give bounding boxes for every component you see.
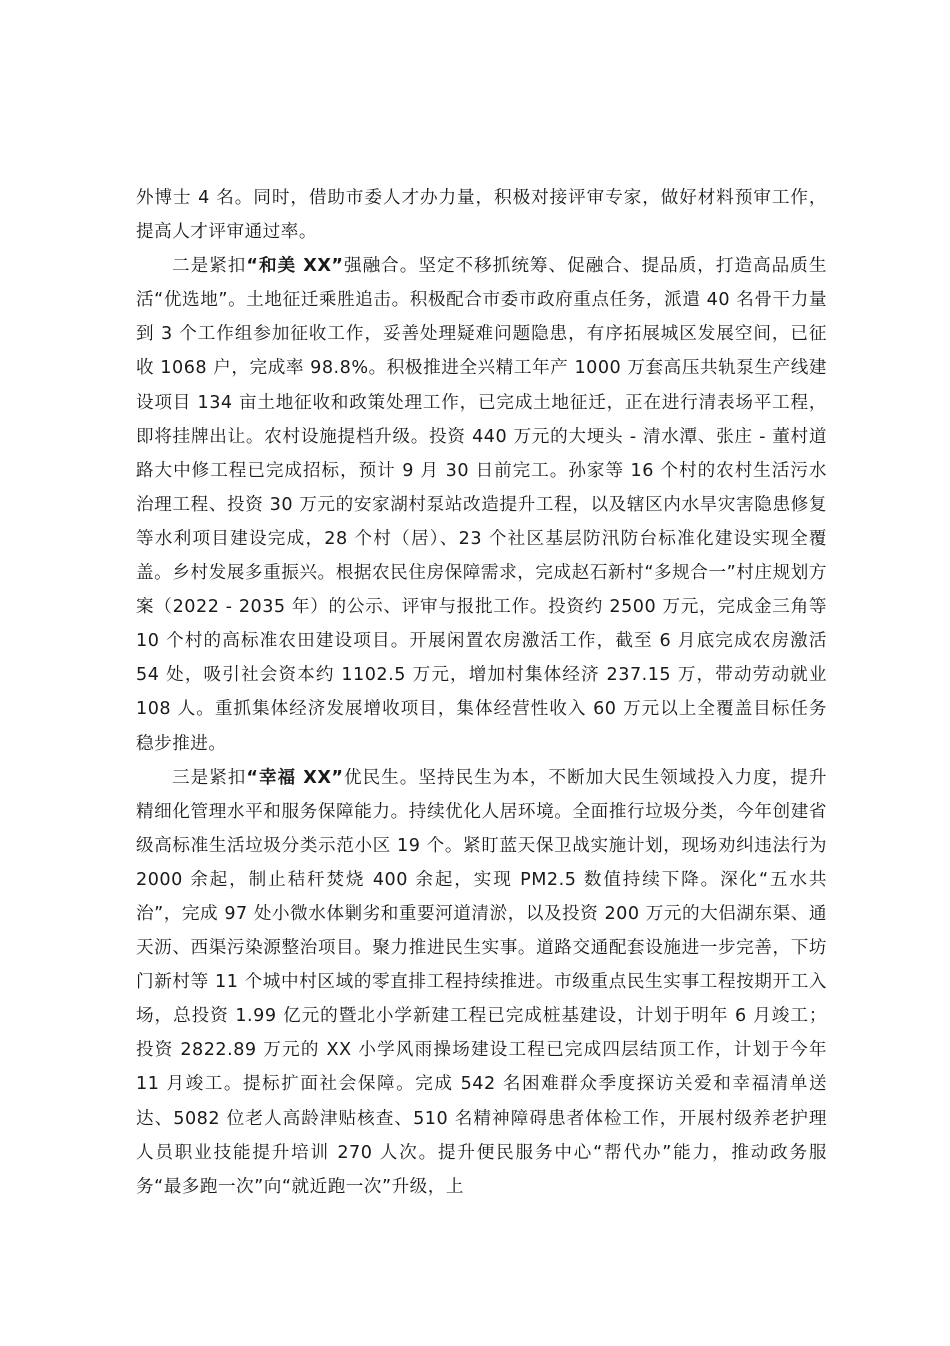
document-body [136,181,827,1204]
paragraph-2-lead: 二是紧扣 [172,256,247,277]
paragraph-2 [136,249,827,760]
paragraph-3-lead: 三是紧扣 [172,767,247,788]
paragraph-3-body: 优民生。坚持民生为本，不断加大民生领域投入力度，提升精细化管理水平和服务保障能力。持续优化人居环境。全面推行垃圾分类，今年创建省级高标准生活垃圾分类示范小区 19 个。紧盯蓝天保卫战实施计划，现场劝纠违法行为 2000 余起，制止秸秆焚烧 400 余起，实现 PM2.5 数值持续下降。深化“五水共治”，完成 97 处小微水体剿劣和重要河道清淤，以及投资 200 万元的大侣湖东渠、通天沥、西渠污染源整治项目。聚力推进民生实事。道路交通配套设施进一步完善，下坊门新村等 11 个城中村区域的零直排工程持续推进。市级重点民生实事工程按期开工入场，总投资 1.99 亿元的暨北小学新建工程已完成桩基建设，计划于明年 6 月竣工；投资 2822.89 万元的 XX 小学风雨操场建设工程已完成四层结顶工作，计划于今年 11 月竣工。提标扩面社会保障。完成 542 名困难群众季度探访关爱和幸福清单送达、5082 位老人高龄津贴核查、510 名精神障碍患者体检工作，开展村级养老护理人员职业技能提升培训 270 人次。提升便民服务中心“帮代办”能力，推动政务服务“最多跑一次”向“就近跑一次”升级，上 [136,767,827,1197]
paragraph-3 [136,761,827,1204]
paragraph-3-emphasis: “幸福 XX” [246,767,344,788]
paragraph-2-body: 强融合。坚定不移抓统筹、促融合、提品质，打造高品质生活“优选地”。土地征迁乘胜追击。积极配合市委市政府重点任务，派遣 40 名骨干力量到 3 个工作组参加征收工作，妥善处理疑难问题隐患，有序拓展城区发展空间，已征收 1068 户，完成率 98.8%。积极推进全兴精工年产 1000 万套高压共轨泵生产线建设项目 134 亩土地征收和政策处理工作，已完成土地征迁，正在进行清表场平工程，即将挂牌出让。农村设施提档升级。投资 440 万元的大埂头 - 清水潭、张庄 - 董村道路大中修工程已完成招标，预计 9 月 30 日前完工。孙家等 16 个村的农村生活污水治理工程、投资 30 万元的安家湖村泵站改造提升工程，以及辖区内水旱灾害隐患修复等水利项目建设完成，28 个村（居）、23 个社区基层防汛防台标准化建设实现全覆盖。乡村发展多重振兴。根据农民住房保障需求，完成赵石新村“多规合一”村庄规划方案（2022 - 2035 年）的公示、评审与报批工作。投资约 2500 万元，完成金三角等 10 个村的高标准农田建设项目。开展闲置农房激活工作，截至 6 月底完成农房激活 54 处，吸引社会资本约 1102.5 万元，增加村集体经济 237.15 万，带动劳动就业 108 人。重抓集体经济发展增收项目，集体经营性收入 60 万元以上全覆盖目标任务稳步推进。 [136,256,827,754]
paragraph-2-emphasis: “和美 XX” [246,256,344,277]
paragraph-1: 外博士 4 名。同时，借助市委人才办力量，积极对接评审专家，做好材料预审工作，提高人才评审通过率。 [136,188,827,243]
